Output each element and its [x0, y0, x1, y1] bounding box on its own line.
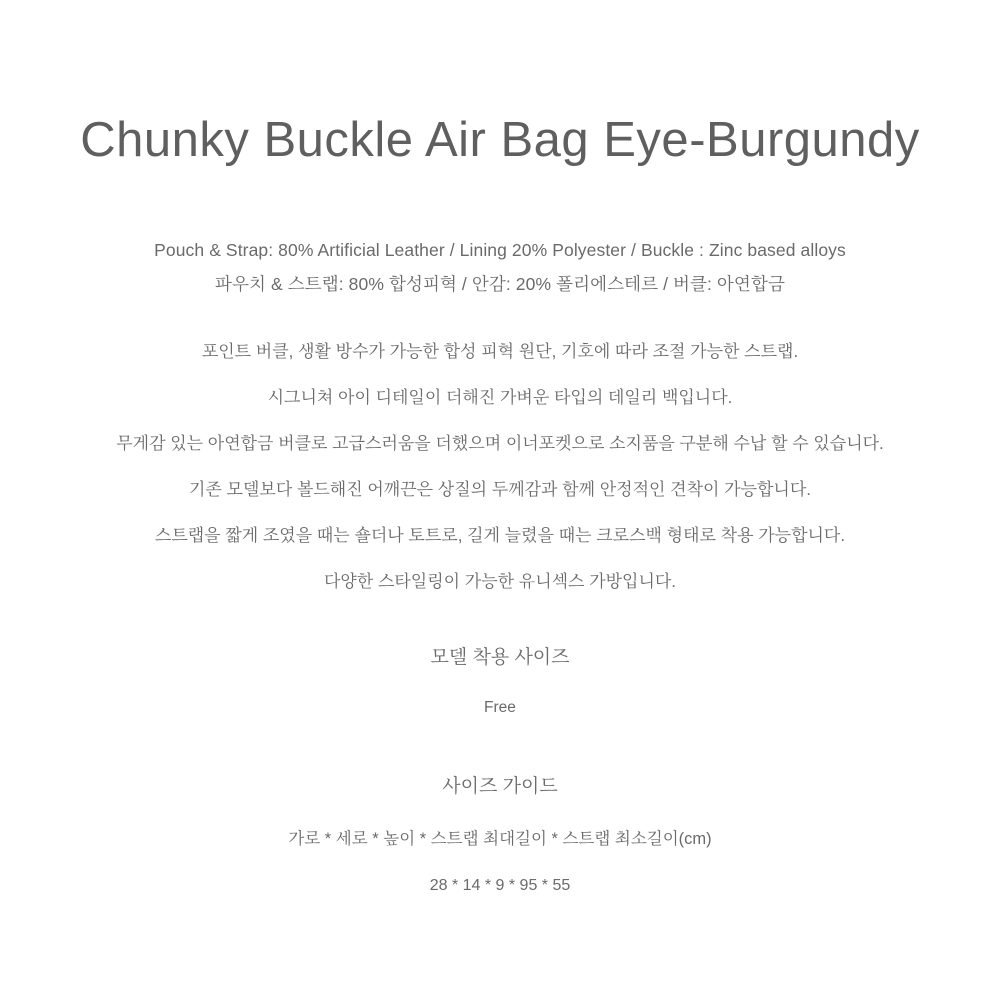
model-size-heading: 모델 착용 사이즈: [430, 647, 570, 669]
description-line: 시그니쳐 아이 디테일이 더해진 가벼운 타입의 데일리 백입니다.: [267, 388, 733, 408]
size-guide-values: 28 * 14 * 9 * 95 * 55: [429, 877, 571, 895]
page-title: Chunky Buckle Air Bag Eye-Burgundy: [80, 113, 920, 167]
description-line: 무게감 있는 아연합금 버클로 고급스러움을 더했으며 이너포켓으로 소지품을 구분해 수납 할 수 있습니다.: [116, 434, 884, 454]
description-line: 포인트 버클, 생활 방수가 가능한 합성 피혁 원단, 기호에 따라 조절 가능한 스트랩.: [201, 342, 799, 362]
materials-english: Pouch & Strap: 80% Artificial Leather / Lining 20% Polyester / Buckle : Zinc based alloys: [154, 240, 846, 261]
description-block: [0, 343, 1000, 590]
description-line: 기존 모델보다 볼드해진 어깨끈은 상질의 두께감과 함께 안정적인 견착이 가능합니다.: [188, 480, 811, 500]
materials-block: [154, 233, 846, 301]
model-size-value: Free: [484, 699, 516, 717]
size-guide-heading: 사이즈 가이드: [442, 776, 558, 798]
description-line: 다양한 스타일링이 가능한 유니섹스 가방입니다.: [323, 572, 677, 592]
size-guide-block: [288, 771, 711, 895]
model-size-block: [430, 642, 569, 717]
description-line: 스트랩을 짧게 조였을 때는 숄더나 토트로, 길게 늘렸을 때는 크로스백 형태로 착용 가능합니다.: [154, 526, 846, 546]
size-guide-columns: 가로 * 세로 * 높이 * 스트랩 최대길이 * 스트랩 최소길이(cm): [288, 830, 712, 849]
materials-korean: 파우치 & 스트랩: 80% 합성피혁 / 안감: 20% 폴리에스테르 / 버클: 아연합금: [215, 274, 785, 295]
